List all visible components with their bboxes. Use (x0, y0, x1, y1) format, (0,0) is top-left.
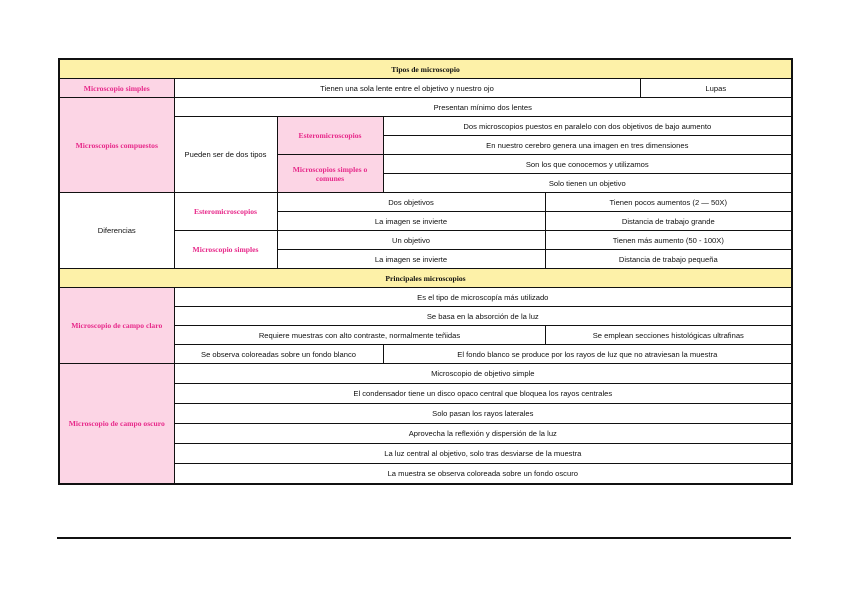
cell-oscuro-r5: La luz central al objetivo, solo tras desviarse de la muestra (174, 444, 792, 464)
cell-dif-simple-b2: Distancia de trabajo pequeña (545, 250, 792, 269)
cell-oscuro-r4: Aprovecha la reflexión y dispersión de la luz (174, 424, 792, 444)
cell-compuestos-tipos: Pueden ser de dos tipos (174, 117, 277, 193)
label-esteromicroscopios: Esteromicroscopios (277, 117, 383, 155)
diferencias-label-simple: Microscopio simples (174, 231, 277, 269)
cell-claro-r3a: Requiere muestras con alto contraste, normalmente teñidas (174, 326, 545, 345)
cell-claro-r3b: Se emplean secciones histológicas ultrafinas (545, 326, 792, 345)
cell-claro-r1: Es el tipo de microscopía más utilizado (174, 288, 792, 307)
cell-dif-simple-a1: Un objetivo (277, 231, 545, 250)
cell-compuestos-intro: Presentan mínimo dos lentes (174, 98, 792, 117)
cell-oscuro-r1: Microscopio de objetivo simple (174, 364, 792, 384)
row-label-campo-oscuro: Microscopio de campo oscuro (59, 364, 174, 485)
cell-simples-comunes-row2: Solo tienen un objetivo (383, 174, 792, 193)
cell-claro-r4b: El fondo blanco se produce por los rayos de luz que no atraviesan la muestra (383, 345, 792, 364)
cell-oscuro-r3: Solo pasan los rayos laterales (174, 404, 792, 424)
section-header-principales: Principales microscopios (59, 269, 792, 288)
diferencias-label-estereo: Esteromicroscopios (174, 193, 277, 231)
row-label-microscopio-simples: Microscopio simples (59, 79, 174, 98)
page-footer-rule (57, 537, 791, 539)
cell-dif-estereo-a2: La imagen se invierte (277, 212, 545, 231)
cell-claro-r2: Se basa en la absorción de la luz (174, 307, 792, 326)
cell-dif-estereo-a1: Dos objetivos (277, 193, 545, 212)
cell-claro-r4a: Se observa coloreadas sobre un fondo blanco (174, 345, 383, 364)
cell-simples-comunes-row1: Son los que conocemos y utilizamos (383, 155, 792, 174)
cell-dif-estereo-b1: Tienen pocos aumentos (2 — 50X) (545, 193, 792, 212)
cell-oscuro-r2: El condensador tiene un disco opaco central que bloquea los rayos centrales (174, 384, 792, 404)
cell-simple-example: Lupas (640, 79, 792, 98)
cell-simple-desc: Tienen una sola lente entre el objetivo y nuestro ojo (174, 79, 640, 98)
cell-dif-simple-a2: La imagen se invierte (277, 250, 545, 269)
cell-dif-estereo-b2: Distancia de trabajo grande (545, 212, 792, 231)
row-label-campo-claro: Microscopio de campo claro (59, 288, 174, 364)
label-microscopios-simples-comunes: Microscopios simples o comunes (277, 155, 383, 193)
section-header-tipos: Tipos de microscopio (59, 59, 792, 79)
microscope-summary-table (58, 58, 793, 485)
cell-dif-simple-b1: Tienen más aumento (50 - 100X) (545, 231, 792, 250)
row-label-microscopios-compuestos: Microscopios compuestos (59, 98, 174, 193)
cell-estereo-row2: En nuestro cerebro genera una imagen en tres dimensiones (383, 136, 792, 155)
row-label-diferencias: Diferencias (59, 193, 174, 269)
cell-oscuro-r6: La muestra se observa coloreada sobre un fondo oscuro (174, 464, 792, 485)
cell-estereo-row1: Dos microscopios puestos en paralelo con dos objetivos de bajo aumento (383, 117, 792, 136)
